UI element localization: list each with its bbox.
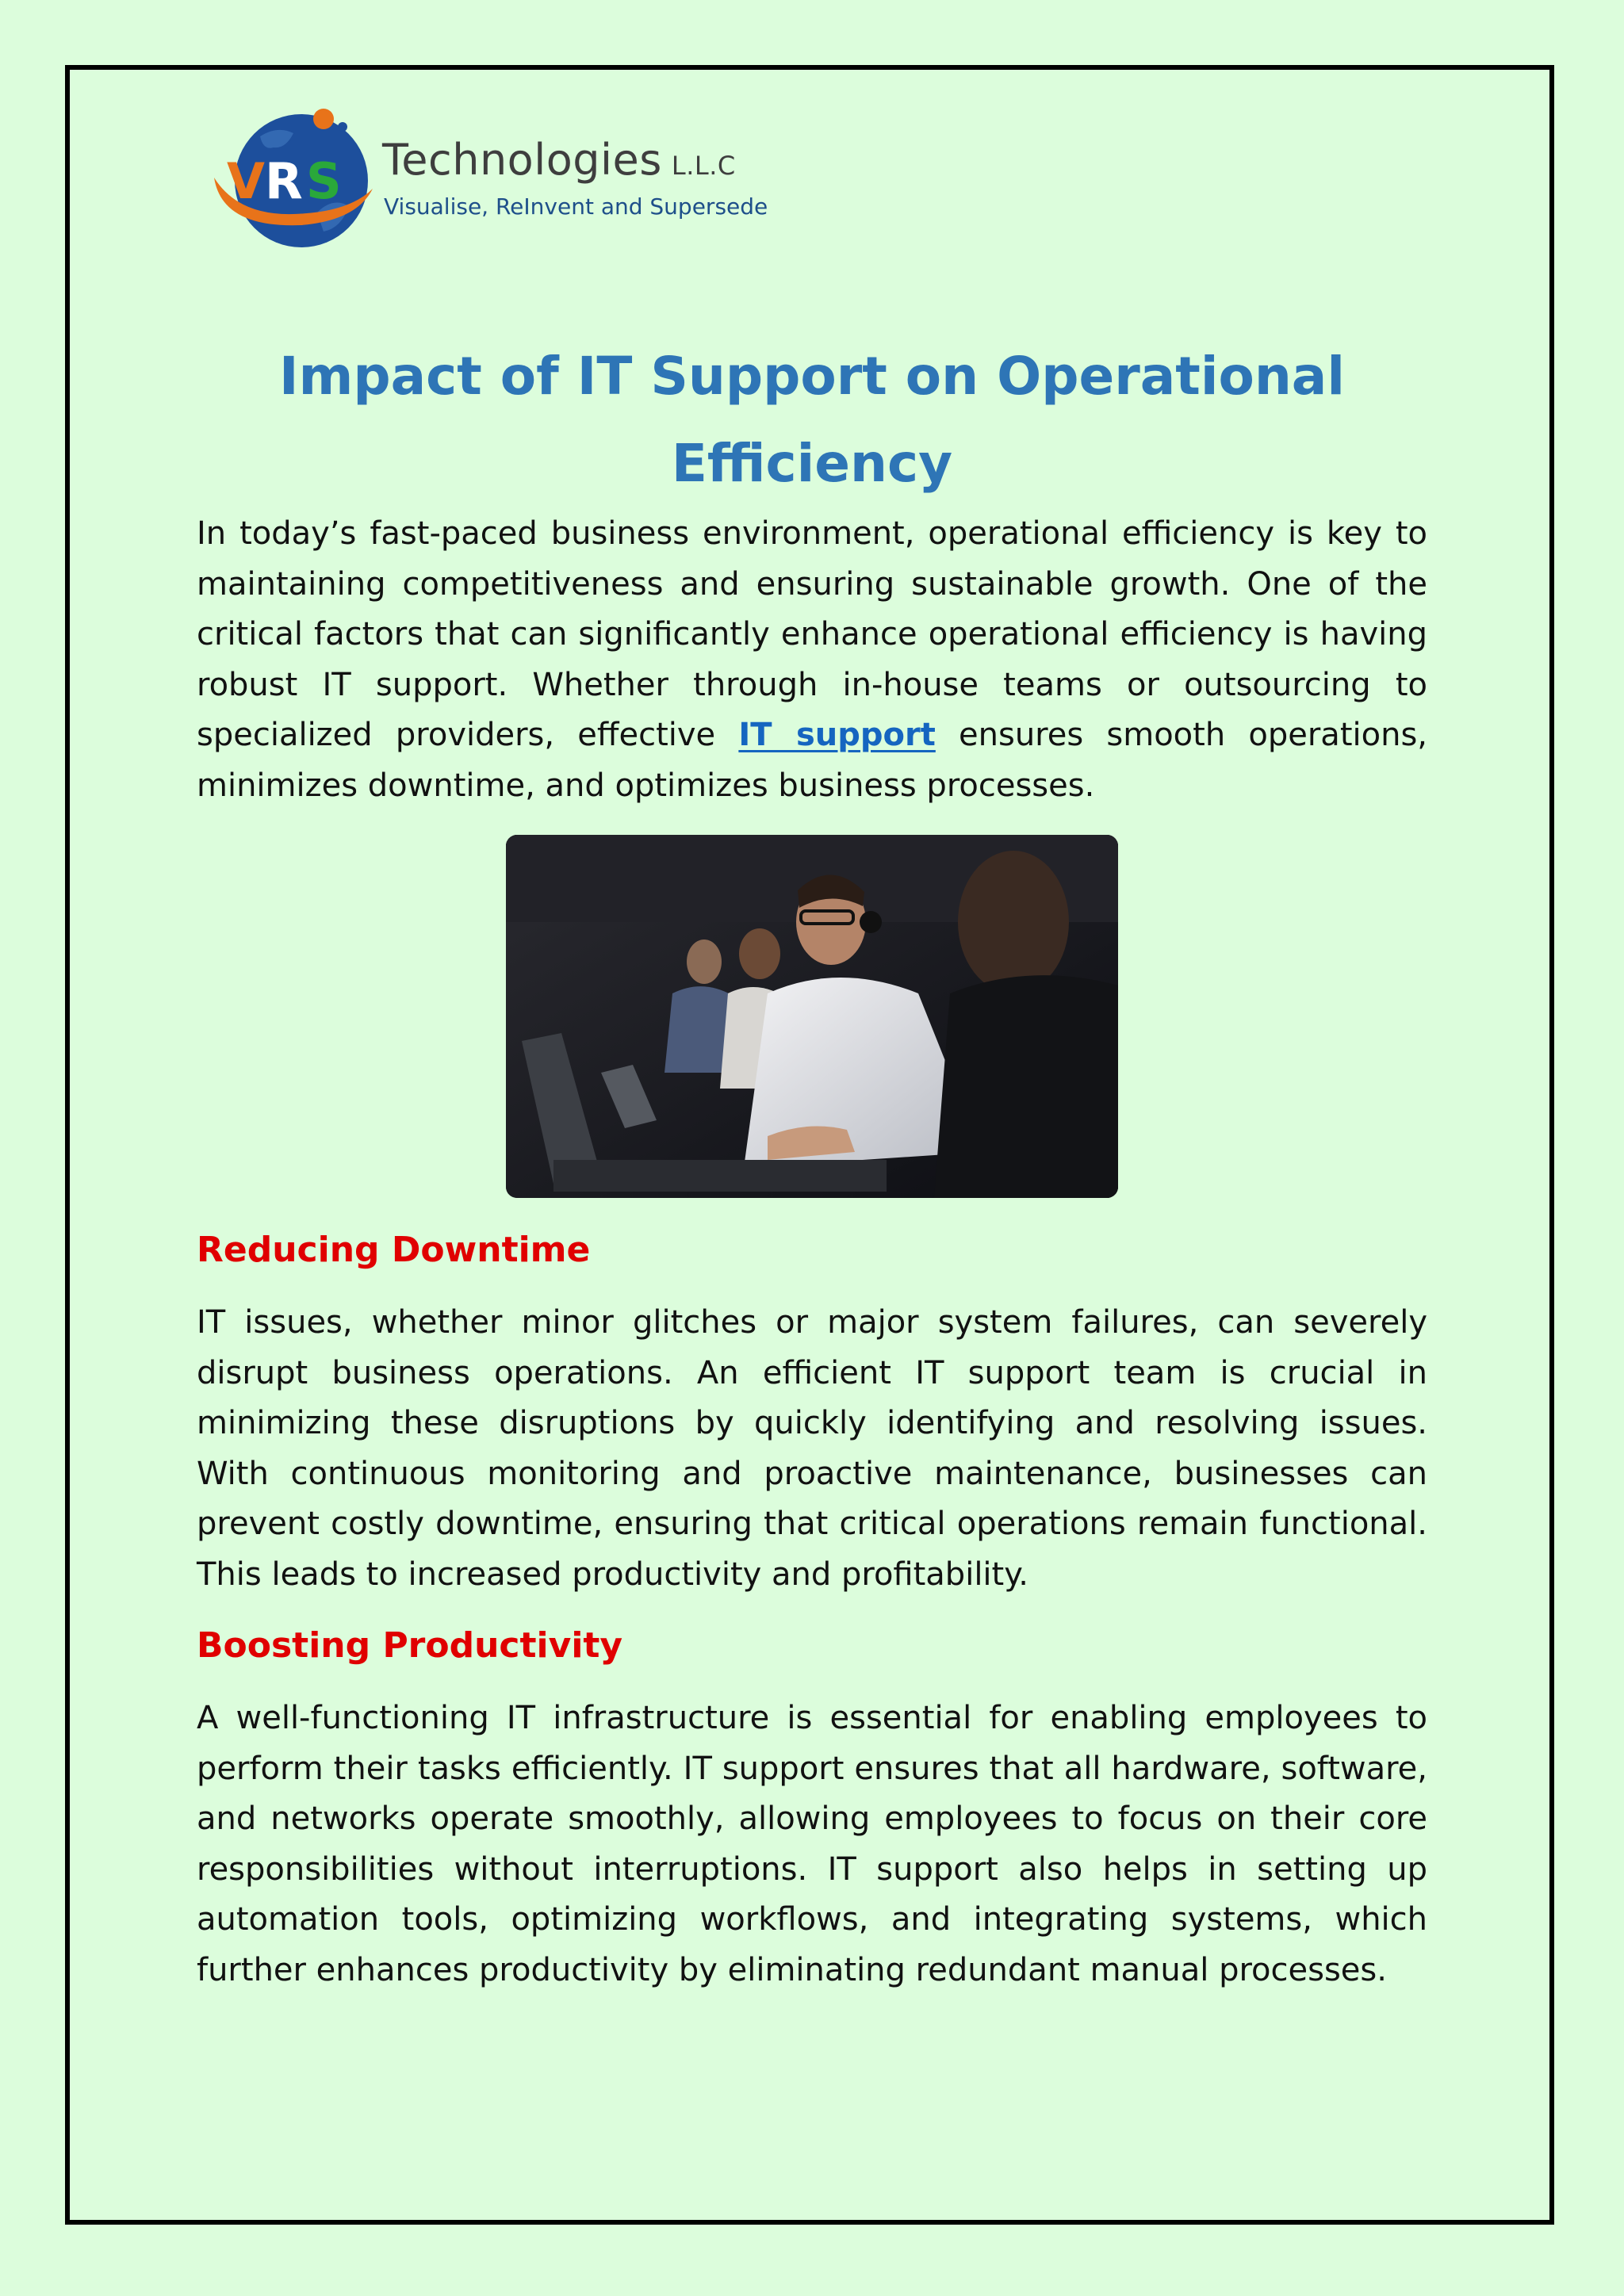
svg-text:S: S (306, 152, 342, 210)
section-body-downtime: IT issues, whether minor glitches or major system failures, can severely disrupt business operations. An efficient IT support team is crucial in minimizing these disruptions by quickly identifying and resolving issues. With continuous monitoring and proactive maintenance, businesses can prevent costly downtime, ensuring that critical operations remain functional. This leads to increased productivity and profitability. (197, 1304, 1427, 1593)
it-support-link[interactable]: IT support (738, 717, 936, 753)
svg-text:R: R (265, 152, 303, 210)
logo-tagline: Visualise, ReInvent and Supersede (384, 193, 768, 220)
section-heading-productivity: Boosting Productivity (197, 1625, 623, 1666)
intro-text-after: ensures smooth operations, minimizes downtime, and optimizes business processes. (197, 717, 1427, 804)
logo-suffix: L.L.C (671, 151, 736, 181)
article-content (197, 333, 1427, 1996)
globe-logo-icon (198, 101, 381, 260)
it-support-team-photo (506, 835, 1118, 1198)
logo-name: Technologies (382, 135, 662, 185)
intro-paragraph (197, 509, 1427, 811)
section-body-productivity: A well-functioning IT infrastructure is essential for enabling employees to perform their tasks efficiently. IT support ensures that all hardware, software, and networks operate smoothly, allowing employees to focus on their core responsibilities without interruptions. IT support also helps in setting up automation tools, optimizing workflows, and integrating systems, which further enhances productivity by eliminating redundant manual processes. (197, 1700, 1427, 1988)
svg-text:V: V (227, 152, 265, 210)
logo-wordmark (382, 135, 736, 185)
company-logo (198, 101, 769, 260)
section-heading-downtime: Reducing Downtime (197, 1230, 591, 1270)
page-title: Impact of IT Support on Operational Efficiency (279, 346, 1345, 494)
intro-text-before: In today’s fast-paced business environment, operational efficiency is key to maintaining competitiveness and ensuring sustainable growth. One of the critical factors that can significantly enhance operational efficiency is having robust IT support. Whether through in-house teams or outsourcing to specialized providers, effective (197, 515, 1427, 753)
